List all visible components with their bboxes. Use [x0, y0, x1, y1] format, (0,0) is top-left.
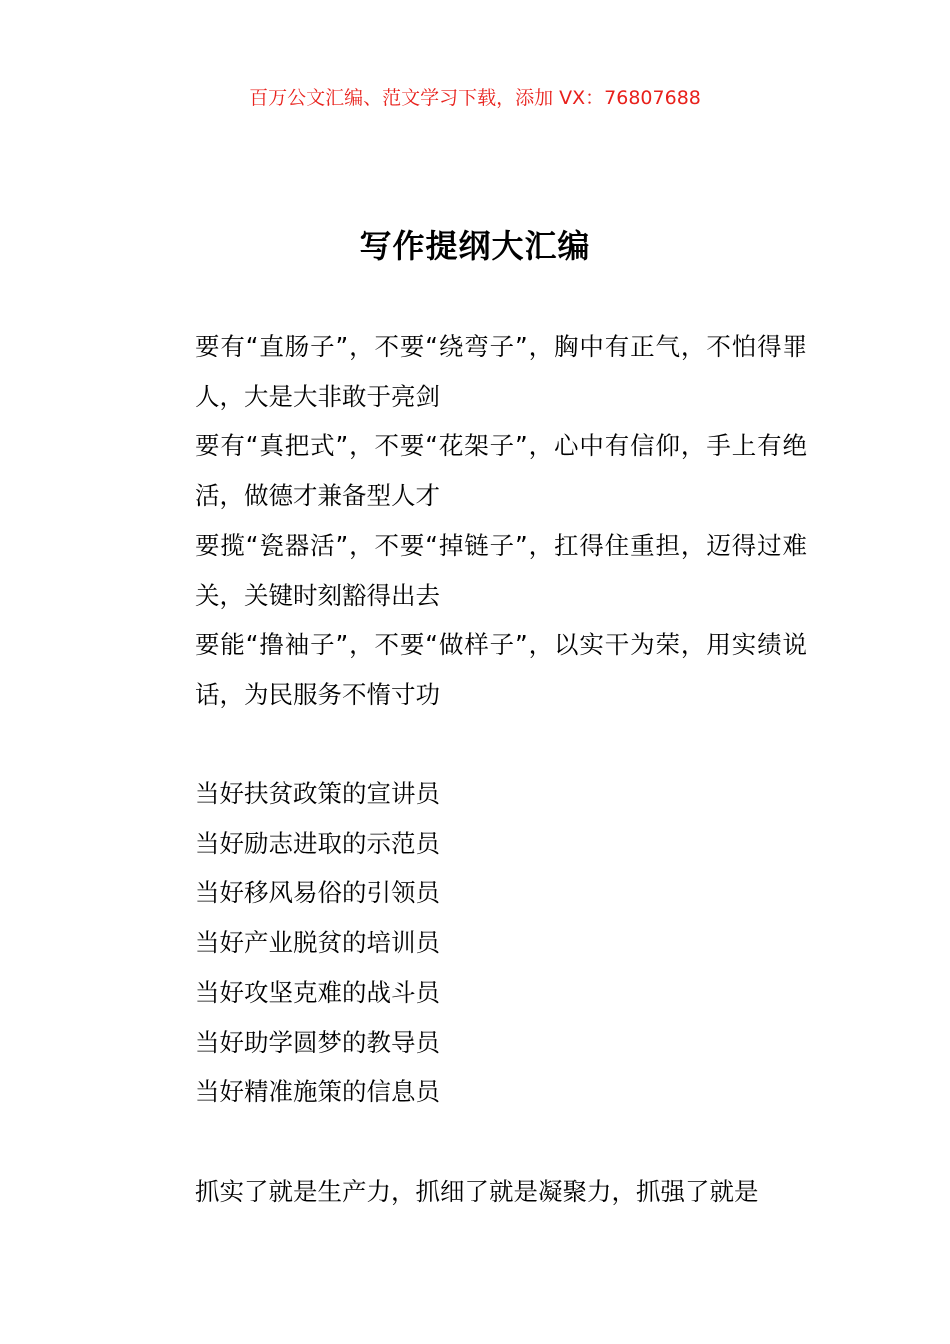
list-block-two: [195, 769, 807, 1117]
list-item: 当好攻坚克难的战斗员: [195, 977, 440, 1007]
list-item: 当好励志进取的示范员: [195, 828, 440, 858]
list-item: 当好扶贫政策的宣讲员: [195, 779, 440, 808]
paragraph: 抓实了就是生产力，抓细了就是凝聚力，抓强了就是: [195, 1177, 759, 1206]
document-title: 写作提纲大汇编: [359, 227, 591, 265]
paragraph: 要能“撸袖子”，不要“做样子”，以实干为荣，用实绩说话，为民服务不惰寸功: [195, 630, 807, 709]
list-item: 当好助学圆梦的教导员: [195, 1027, 440, 1057]
list-item: 当好产业脱贫的培训员: [195, 928, 440, 958]
paragraph: 要揽“瓷器活”，不要“掉链子”，扛得住重担，迈得过难关，关键时刻豁得出去: [195, 530, 807, 610]
paragraph-block-one: [195, 322, 807, 720]
paragraph-block-three: [195, 1167, 807, 1217]
list-item: 当好精准施策的信息员: [195, 1077, 440, 1107]
list-item: 当好移风易俗的引领员: [195, 878, 440, 908]
paragraph: 要有“直肠子”，不要“绕弯子”，胸中有正气，不怕得罪人，大是大非敢于亮剑: [195, 332, 807, 411]
header-watermark-note: 百万公文汇编、范文学习下载，添加 VX：76807688: [249, 87, 701, 109]
paragraph: 要有“真把式”，不要“花架子”，心中有信仰，手上有绝活，做德才兼备型人才: [195, 431, 807, 511]
